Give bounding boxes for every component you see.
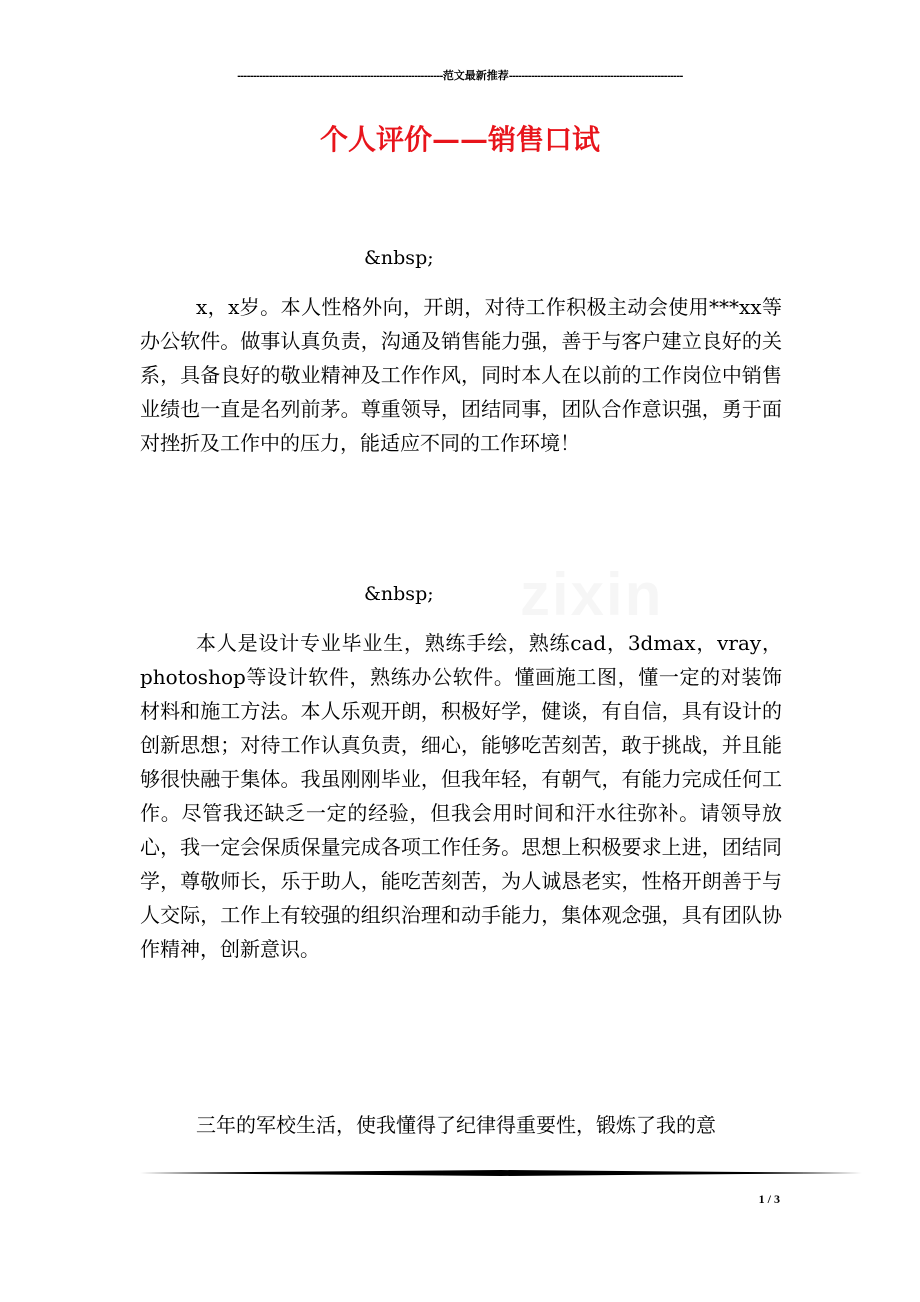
paragraph-3: 三年的军校生活，使我懂得了纪律得重要性，锻炼了我的意 xyxy=(196,1113,716,1137)
nbsp-text-2: &nbsp; xyxy=(364,583,434,605)
paragraph-1-block xyxy=(140,290,782,460)
header-dashes-left: ----------------------------------------------------------------- xyxy=(237,70,443,82)
paragraph-3-block xyxy=(140,1108,782,1142)
paragraph-1: x，x岁。本人性格外向，开朗，对待工作积极主动会使用***xx等办公软件。做事认真负责，沟通及销售能力强，善于与客户建立良好的关系，具备良好的敬业精神及工作作风，同时本人在以前的工作岗位中销售业绩也一直是名列前茅。尊重领导，团结同事，团队合作意识强，勇于面对挫折及工作中的压力，能适应不同的工作环境！ xyxy=(140,295,782,455)
footer-rule xyxy=(140,1170,862,1176)
page-number: 1 / 3 xyxy=(758,1192,780,1206)
watermark xyxy=(520,560,663,629)
header-dashes-right: ------------------------------------------------------- xyxy=(508,70,683,82)
header-label: 范文最新推荐 xyxy=(442,70,509,82)
document-title: 个人评价——销售口试 xyxy=(319,123,600,156)
paragraph-2: 本人是设计专业毕业生，熟练手绘，熟练cad，3dmax，vray，photoshop等设计软件，熟练办公软件。懂画施工图，懂一定的对装饰材料和施工方法。本人乐观开朗，积极好学，健谈，有自信，具有设计的创新思想；对待工作认真负责，细心，能够吃苦刻苦，敢于挑战，并且能够很快融于集体。我虽刚刚毕业，但我年轻，有朝气，有能力完成任何工作。尽管我还缺乏一定的经验，但我会用时间和汗水往弥补。请领导放心，我一定会保质保量完成各项工作任务。思想上积极要求上进，团结同学，尊敬师长，乐于助人，能吃苦刻苦，为人诚恳老实，性格开朗善于与人交际，工作上有较强的组织治理和动手能力，集体观念强，具有团队协作精神，创新意识。 xyxy=(140,631,782,961)
nbsp-text-1: &nbsp; xyxy=(364,247,434,269)
header-banner xyxy=(140,68,780,84)
paragraph-2-block xyxy=(140,626,782,966)
